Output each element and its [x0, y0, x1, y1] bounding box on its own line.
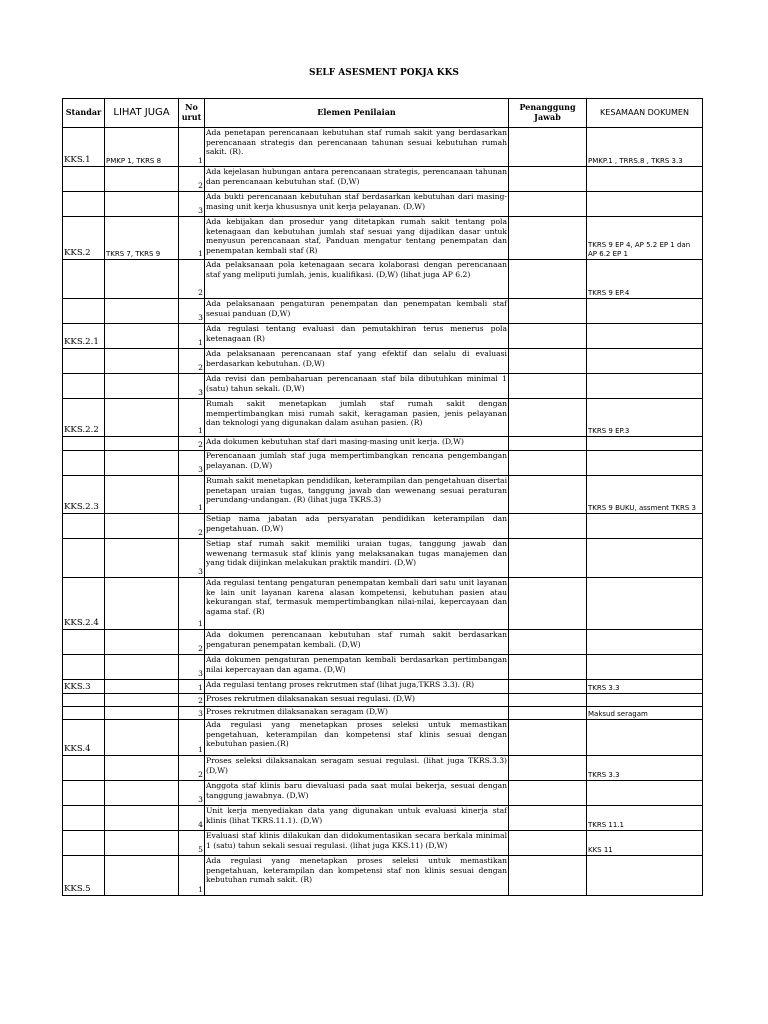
elemen-cell: Ada kejelasan hubungan antara perencanaan strategis, perencanaan tahunan dan perencanaan kebutuhan staf. (D,W) — [205, 167, 509, 192]
elemen-cell: Ada regulasi tentang proses rekrutmen staf (lihat juga,TKRS 3.3). (R) — [205, 680, 509, 694]
no-urut-cell: 2 — [179, 514, 205, 539]
penanggung-jawab-cell — [509, 451, 587, 476]
no-urut-cell: 4 — [179, 806, 205, 831]
elemen-cell: Ada kebijakan dan prosedur yang ditetapkan rumah sakit tentang pola ketenagaan dan kebutuhan jumlah staf sesuai yang dijadikan dasar untuk menyusun perencanaan staf, Panduan mengatur tentang penempatan dan penempatan kembali staf (R) — [205, 217, 509, 260]
table-row — [63, 720, 703, 756]
penanggung-jawab-cell — [509, 374, 587, 399]
no-urut-cell: 1 — [179, 680, 205, 694]
no-urut-cell: 3 — [179, 539, 205, 578]
kesamaan-dokumen-cell: TKRS 9 EP.3 — [587, 399, 703, 437]
penanggung-jawab-cell — [509, 806, 587, 831]
table-row — [63, 299, 703, 324]
elemen-cell: Ada pelaksanaan perencanaan staf yang efektif dan selalu di evaluasi berdasarkan kebutuhan. (D,W) — [205, 349, 509, 374]
table-row — [63, 260, 703, 299]
table-row — [63, 349, 703, 374]
lihat-juga-cell — [105, 831, 179, 856]
header-elemen: Elemen Penilaian — [205, 99, 509, 128]
lihat-juga-cell — [105, 476, 179, 514]
header-penanggung-jawab: Penanggung Jawab — [509, 99, 587, 128]
table-row — [63, 655, 703, 680]
header-lihat-juga: LIHAT JUGA — [105, 99, 179, 128]
kesamaan-dokumen-cell — [587, 630, 703, 655]
standar-cell: KKS.4 — [63, 720, 105, 756]
no-urut-cell: 2 — [179, 167, 205, 192]
penanggung-jawab-cell — [509, 781, 587, 806]
standar-cell — [63, 437, 105, 451]
kesamaan-dokumen-cell: TKRS 9 BUKU, assment TKRS 3 — [587, 476, 703, 514]
no-urut-cell: 1 — [179, 128, 205, 167]
standar-cell — [63, 167, 105, 192]
no-urut-cell: 3 — [179, 299, 205, 324]
penanggung-jawab-cell — [509, 831, 587, 856]
table-row — [63, 831, 703, 856]
penanggung-jawab-cell — [509, 476, 587, 514]
kesamaan-dokumen-cell — [587, 539, 703, 578]
elemen-cell: Anggota staf klinis baru dievaluasi pada saat mulai bekerja, sesuai dengan tanggung jawabnya. (D,W) — [205, 781, 509, 806]
elemen-cell: Ada regulasi yang menetapkan proses seleksi untuk memastikan pengetahuan, keterampilan dan kompetensi staf non klinis sesuai dengan kebutuhan rumah sakit. (R) — [205, 856, 509, 896]
elemen-cell: Ada dokumen pengaturan penempatan kembali berdasarkan pertimbangan nilai kepercayaan dan agama. (D,W) — [205, 655, 509, 680]
kesamaan-dokumen-cell: TKRS 11.1 — [587, 806, 703, 831]
kesamaan-dokumen-cell — [587, 324, 703, 349]
standar-cell — [63, 630, 105, 655]
penanggung-jawab-cell — [509, 856, 587, 896]
standar-cell: KKS.2 — [63, 217, 105, 260]
elemen-cell: Proses seleksi dilaksanakan seragam sesuai regulasi. (lihat juga TKRS.3.3) (D,W) — [205, 756, 509, 781]
penanggung-jawab-cell — [509, 217, 587, 260]
no-urut-cell: 1 — [179, 217, 205, 260]
lihat-juga-cell — [105, 707, 179, 720]
kesamaan-dokumen-cell — [587, 192, 703, 217]
penanggung-jawab-cell — [509, 299, 587, 324]
no-urut-cell: 3 — [179, 374, 205, 399]
lihat-juga-cell — [105, 578, 179, 630]
standar-cell — [63, 192, 105, 217]
lihat-juga-cell — [105, 630, 179, 655]
lihat-juga-cell — [105, 514, 179, 539]
penanggung-jawab-cell — [509, 756, 587, 781]
table-row — [63, 680, 703, 694]
elemen-cell: Ada regulasi tentang pengaturan penempatan kembali dari satu unit layanan ke lain unit layanan karena alasan kompetensi, kebutuhan pasien atau kekurangan staf, termasuk mempertimbangkan nilai-nilai, kepercayaan dan agama staf. (R) — [205, 578, 509, 630]
table-row — [63, 128, 703, 167]
kesamaan-dokumen-cell: TKRS 9 EP 4, AP 5.2 EP 1 dan AP 6.2 EP 1 — [587, 217, 703, 260]
kesamaan-dokumen-cell — [587, 694, 703, 707]
penanggung-jawab-cell — [509, 192, 587, 217]
table-row — [63, 374, 703, 399]
kesamaan-dokumen-cell — [587, 720, 703, 756]
standar-cell — [63, 694, 105, 707]
elemen-cell: Setiap nama jabatan ada persyaratan pendidikan keterampilan dan pengetahuan. (D,W) — [205, 514, 509, 539]
no-urut-cell: 2 — [179, 756, 205, 781]
penanggung-jawab-cell — [509, 707, 587, 720]
elemen-cell: Proses rekrutmen dilaksanakan seragam (D,W) — [205, 707, 509, 720]
penanggung-jawab-cell — [509, 324, 587, 349]
table-row — [63, 399, 703, 437]
lihat-juga-cell — [105, 324, 179, 349]
table-row — [63, 217, 703, 260]
standar-cell — [63, 299, 105, 324]
penanggung-jawab-cell — [509, 514, 587, 539]
standar-cell — [63, 514, 105, 539]
standar-cell: KKS.2.2 — [63, 399, 105, 437]
no-urut-cell: 2 — [179, 349, 205, 374]
standar-cell — [63, 707, 105, 720]
lihat-juga-cell — [105, 349, 179, 374]
lihat-juga-cell — [105, 680, 179, 694]
kesamaan-dokumen-cell: TKRS 9 EP.4 — [587, 260, 703, 299]
kesamaan-dokumen-cell — [587, 578, 703, 630]
no-urut-cell: 1 — [179, 476, 205, 514]
penanggung-jawab-cell — [509, 680, 587, 694]
lihat-juga-cell — [105, 260, 179, 299]
standar-cell — [63, 831, 105, 856]
kesamaan-dokumen-cell: PMKP.1 , TRRS.8 , TKRS 3.3 — [587, 128, 703, 167]
standar-cell: KKS.2.1 — [63, 324, 105, 349]
kesamaan-dokumen-cell — [587, 655, 703, 680]
kesamaan-dokumen-cell — [587, 167, 703, 192]
no-urut-cell: 1 — [179, 578, 205, 630]
lihat-juga-cell — [105, 756, 179, 781]
header-standar: Standar — [63, 99, 105, 128]
standar-cell — [63, 756, 105, 781]
elemen-cell: Ada penetapan perencanaan kebutuhan staf rumah sakit yang berdasarkan perencanaan strategis dan perencanaan tahunan sesuai kebutuhan rumah sakit. (R). — [205, 128, 509, 167]
no-urut-cell: 1 — [179, 324, 205, 349]
standar-cell — [63, 451, 105, 476]
no-urut-cell: 3 — [179, 707, 205, 720]
no-urut-cell: 5 — [179, 831, 205, 856]
lihat-juga-cell — [105, 437, 179, 451]
kesamaan-dokumen-cell — [587, 856, 703, 896]
kesamaan-dokumen-cell: Maksud seragam — [587, 707, 703, 720]
no-urut-cell: 3 — [179, 655, 205, 680]
kesamaan-dokumen-cell: KKS 11 — [587, 831, 703, 856]
table-row — [63, 630, 703, 655]
penanggung-jawab-cell — [509, 694, 587, 707]
lihat-juga-cell — [105, 299, 179, 324]
table-row — [63, 806, 703, 831]
no-urut-cell: 3 — [179, 451, 205, 476]
elemen-cell: Rumah sakit menetapkan jumlah staf rumah sakit dengan mempertimbangkan misi rumah sakit, keragaman pasien, jenis pelayanan dan teknologi yang digunakan dalam asuhan pasien. (R) — [205, 399, 509, 437]
lihat-juga-cell — [105, 856, 179, 896]
standar-cell — [63, 260, 105, 299]
table-row — [63, 437, 703, 451]
no-urut-cell: 2 — [179, 437, 205, 451]
assessment-table — [62, 98, 703, 896]
standar-cell: KKS.3 — [63, 680, 105, 694]
no-urut-cell: 2 — [179, 630, 205, 655]
table-row — [63, 192, 703, 217]
lihat-juga-cell — [105, 167, 179, 192]
elemen-cell: Perencanaan jumlah staf juga mempertimbangkan rencana pengembangan pelayanan. (D,W) — [205, 451, 509, 476]
elemen-cell: Ada regulasi tentang evaluasi dan pemutakhiran terus menerus pola ketenagaan (R) — [205, 324, 509, 349]
standar-cell — [63, 806, 105, 831]
penanggung-jawab-cell — [509, 539, 587, 578]
kesamaan-dokumen-cell — [587, 349, 703, 374]
table-row — [63, 539, 703, 578]
penanggung-jawab-cell — [509, 349, 587, 374]
standar-cell: KKS.1 — [63, 128, 105, 167]
elemen-cell: Unit kerja menyediakan data yang digunakan untuk evaluasi kinerja staf klinis (lihat TKRS.11.1). (D,W) — [205, 806, 509, 831]
table-row — [63, 476, 703, 514]
elemen-cell: Setiap staf rumah sakit memiliki uraian tugas, tanggung jawab dan wewenang termasuk staf klinis yang melaksanakan tugas manajemen dan yang tidak diijinkan melakukan praktik mandiri. (D,W) — [205, 539, 509, 578]
no-urut-cell: 3 — [179, 781, 205, 806]
kesamaan-dokumen-cell — [587, 451, 703, 476]
no-urut-cell: 2 — [179, 694, 205, 707]
standar-cell — [63, 374, 105, 399]
elemen-cell: Proses rekrutmen dilaksanakan sesuai regulasi. (D,W) — [205, 694, 509, 707]
table-row — [63, 707, 703, 720]
lihat-juga-cell — [105, 655, 179, 680]
penanggung-jawab-cell — [509, 578, 587, 630]
standar-cell: KKS.2.3 — [63, 476, 105, 514]
penanggung-jawab-cell — [509, 630, 587, 655]
lihat-juga-cell — [105, 806, 179, 831]
lihat-juga-cell — [105, 720, 179, 756]
standar-cell — [63, 539, 105, 578]
penanggung-jawab-cell — [509, 260, 587, 299]
standar-cell: KKS.5 — [63, 856, 105, 896]
header-kesamaan: KESAMAAN DOKUMEN — [587, 99, 703, 128]
no-urut-cell: 1 — [179, 856, 205, 896]
table-row — [63, 856, 703, 896]
lihat-juga-cell: TKRS 7, TKRS 9 — [105, 217, 179, 260]
elemen-cell: Ada dokumen kebutuhan staf dari masing-masing unit kerja. (D,W) — [205, 437, 509, 451]
elemen-cell: Ada pelaksanaan pengaturan penempatan dan penempatan kembali staf sesuai panduan (D,W) — [205, 299, 509, 324]
header-no-urut: No urut — [179, 99, 205, 128]
lihat-juga-cell — [105, 694, 179, 707]
penanggung-jawab-cell — [509, 437, 587, 451]
kesamaan-dokumen-cell — [587, 514, 703, 539]
table-row — [63, 578, 703, 630]
lihat-juga-cell — [105, 399, 179, 437]
penanggung-jawab-cell — [509, 399, 587, 437]
lihat-juga-cell — [105, 539, 179, 578]
lihat-juga-cell — [105, 374, 179, 399]
lihat-juga-cell — [105, 192, 179, 217]
kesamaan-dokumen-cell: TKRS 3.3 — [587, 680, 703, 694]
elemen-cell: Ada bukti perencanaan kebutuhan staf berdasarkan kebutuhan dari masing-masing unit kerja khususnya unit kerja pelayanan. (D,W) — [205, 192, 509, 217]
lihat-juga-cell: PMKP 1, TKRS 8 — [105, 128, 179, 167]
no-urut-cell: 1 — [179, 720, 205, 756]
table-row — [63, 451, 703, 476]
table-row — [63, 756, 703, 781]
table-row — [63, 324, 703, 349]
page-title: SELF ASESMENT POKJA KKS — [309, 68, 459, 78]
elemen-cell: Ada pelaksanaan pola ketenagaan secara kolaborasi dengan perencanaan staf yang meliputi jumlah, jenis, kualifikasi. (D,W) (lihat juga AP 6.2) — [205, 260, 509, 299]
kesamaan-dokumen-cell — [587, 437, 703, 451]
standar-cell — [63, 655, 105, 680]
kesamaan-dokumen-cell — [587, 374, 703, 399]
table-row — [63, 781, 703, 806]
standar-cell: KKS.2.4 — [63, 578, 105, 630]
header-row — [63, 99, 703, 128]
penanggung-jawab-cell — [509, 655, 587, 680]
no-urut-cell: 2 — [179, 260, 205, 299]
elemen-cell: Evaluasi staf klinis dilakukan dan didokumentasikan secara berkala minimal 1 (satu) tahun sekali sesuai regulasi. (lihat juga KKS.11) (D,W) — [205, 831, 509, 856]
elemen-cell: Ada regulasi yang menetapkan proses seleksi untuk memastikan pengetahuan, keterampilan dan kompetensi staf klinis sesuai dengan kebutuhan pasien.(R) — [205, 720, 509, 756]
lihat-juga-cell — [105, 451, 179, 476]
standar-cell — [63, 781, 105, 806]
table-row — [63, 514, 703, 539]
elemen-cell: Ada dokumen perencanaan kebutuhan staf rumah sakit berdasarkan pengaturan penempatan kembali. (D,W) — [205, 630, 509, 655]
kesamaan-dokumen-cell — [587, 781, 703, 806]
elemen-cell: Rumah sakit menetapkan pendidikan, keterampilan dan pengetahuan disertai penetapan uraian tugas, tanggung jawab dan wewenang sesuai peraturan perundang-undangan. (R) (lihat juga TKRS.3) — [205, 476, 509, 514]
penanggung-jawab-cell — [509, 167, 587, 192]
kesamaan-dokumen-cell: TKRS 3.3 — [587, 756, 703, 781]
lihat-juga-cell — [105, 781, 179, 806]
no-urut-cell: 3 — [179, 192, 205, 217]
table-row — [63, 167, 703, 192]
standar-cell — [63, 349, 105, 374]
penanggung-jawab-cell — [509, 720, 587, 756]
table-row — [63, 694, 703, 707]
elemen-cell: Ada revisi dan pembaharuan perencanaan staf bila dibutuhkan minimal 1 (satu) tahun sekali. (D,W) — [205, 374, 509, 399]
no-urut-cell: 1 — [179, 399, 205, 437]
kesamaan-dokumen-cell — [587, 299, 703, 324]
penanggung-jawab-cell — [509, 128, 587, 167]
